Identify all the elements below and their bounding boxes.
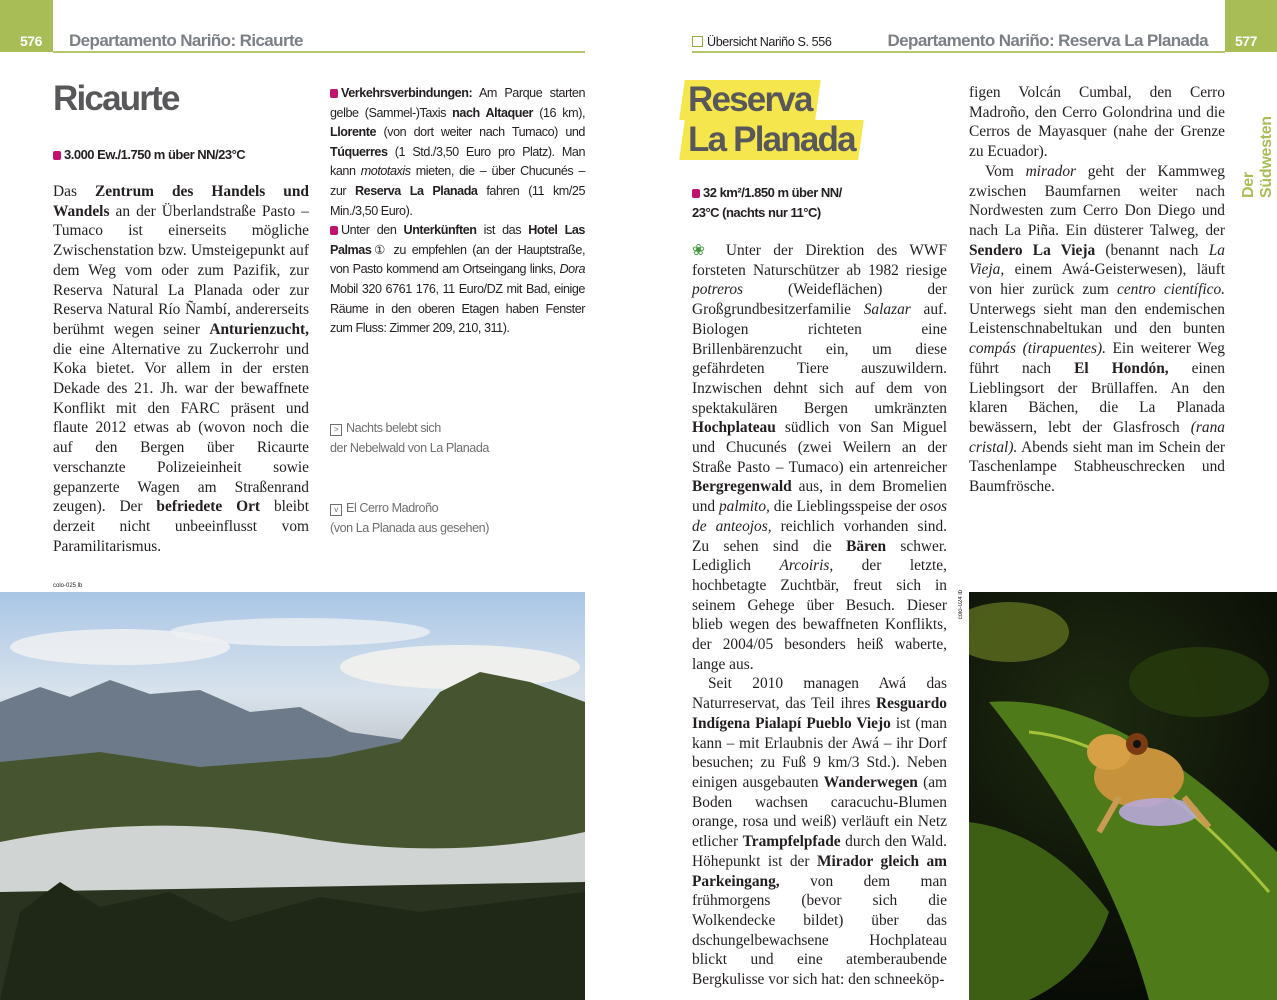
facts-text: 23°C (nachts nur 11°C) <box>692 205 821 220</box>
paragraph <box>330 221 585 339</box>
bullet-square-icon <box>692 189 700 198</box>
text-segment: compás (tirapuentes). <box>969 340 1106 358</box>
text-segment: Hotel Las Palmas <box>330 223 585 257</box>
bullet-square-icon <box>330 226 338 235</box>
cross-reference-text: Übersicht Nariño S. 556 <box>707 35 832 49</box>
text-segment: palmito, <box>718 498 770 516</box>
paragraph <box>969 83 1225 162</box>
paragraph <box>692 674 947 989</box>
text-segment: einem Awá-Geisterwesen), läuft von hier zurück zum <box>969 261 1225 299</box>
text-segment: ① zu empfehlen (an der Hauptstraße, von Pasto kommend am Ortseingang links, <box>330 242 585 277</box>
title-line: La Planada <box>688 120 855 159</box>
page-number: 576 <box>20 33 42 49</box>
facts-line <box>53 145 245 165</box>
text-segment: Dora <box>559 262 585 277</box>
title-line: Reserva <box>688 80 812 119</box>
photo-caption-1 <box>330 418 580 458</box>
landscape-illustration <box>0 592 585 1000</box>
text-segment: (am Boden wachsen caracuchu-Blumen orange, rosa und weiß) verläuft ein Netz etlicher <box>692 773 947 851</box>
text-segment: Bären <box>846 537 887 555</box>
header-rule <box>692 51 1225 53</box>
text-segment: befriedete Ort <box>156 498 261 516</box>
text-segment: Unter den <box>341 223 404 238</box>
text-segment: bleibt derzeit nicht unbeeinflusst vom Paramilitarismus. <box>53 498 309 555</box>
title-highlight <box>679 120 863 160</box>
text-segment: Anturienzucht, <box>209 320 309 338</box>
text-segment: der letzte, hochbetagte Zuchtbär, freut sich in seinem Gehege über Besuch. Dieser blieb wegen des bewaffneten Konflikts, der 2004/05 besonders heiß waberte, lange aus. <box>692 557 947 673</box>
text-segment: Abends sieht man im Schein der Taschenlampe Stabheuschrecken und Baumfrösche. <box>969 438 1225 496</box>
text-segment: Wanderwegen <box>823 773 918 791</box>
text-segment: Sendero La Vieja <box>969 241 1096 259</box>
text-segment: (16 km), <box>533 105 585 120</box>
text-segment: mieten, die – über Chucunés – zur <box>330 164 585 198</box>
article-body <box>53 182 309 556</box>
paragraph <box>330 84 585 221</box>
text-segment: mirador <box>1025 162 1077 180</box>
frog-photo <box>969 592 1277 1000</box>
text-segment: Arcoiris, <box>779 557 834 575</box>
text-segment: Unter der Direktion des WWF forsteten Naturschützer ab 1982 riesige <box>692 242 947 279</box>
page-number-tab-left <box>0 0 53 52</box>
caption-text: Nachts belebt sich <box>346 421 441 435</box>
text-segment: ist das <box>476 223 529 238</box>
text-segment: Ein weiterer Weg führt nach <box>969 340 1226 377</box>
caret-right-icon: > <box>330 424 342 436</box>
caption-text: El Cerro Madroño <box>346 501 439 515</box>
photo-credit: colo-025 lb <box>53 583 83 589</box>
text-segment: fahren (11 km/25 Min./3,50 Euro). <box>330 183 585 218</box>
caption-text: (von La Planada aus gesehen) <box>330 521 489 535</box>
text-segment: Verkehrsverbindungen: <box>341 86 473 100</box>
text-segment: Túquerres <box>330 144 388 159</box>
nature-reserve-icon: ❀ <box>692 242 726 259</box>
text-segment: Salazar <box>863 301 911 319</box>
text-segment: centro científico. <box>1116 281 1225 299</box>
frog-illustration <box>969 592 1277 1000</box>
text-segment: Am Parque starten gelbe (Sammel-)Taxis <box>330 86 585 120</box>
text-segment: mototaxis <box>360 164 411 179</box>
paragraph <box>692 241 947 674</box>
info-box <box>330 84 585 339</box>
text-segment: Reserva La Planada <box>355 183 478 198</box>
text-segment: reichlich vorhanden sind. Zu sehen sind die <box>692 517 947 555</box>
text-segment: auf. Biologen richteten eine Brillenbärenzucht ein, um diese gefährdeten Tiere auszuwildern. Inzwischen dehnt sich auf dem von spektakulären Bergen umkränzten <box>692 301 947 417</box>
text-segment: Vom <box>985 162 1026 180</box>
text-segment: Das <box>53 183 95 200</box>
text-segment: an der Überlandstraße Pasto – Tumaco ist einerseits mögliche Zwischenstation bzw. Umsteigepunkt auf dem Weg vom oder zum Pazifik, zur Reserva Natural La Planada oder zur Reserva Natural Río Ñambí, andererseits berühmt wegen seiner <box>53 202 309 338</box>
checkbox-square-icon <box>692 36 703 47</box>
article-body-col2 <box>969 83 1225 497</box>
running-head: Departamento Nariño: Reserva La Planada <box>887 31 1208 50</box>
text-segment: Resguardo Indígena Pialapí Pueblo Viejo <box>692 695 947 732</box>
text-segment: potreros <box>692 281 744 299</box>
photo-caption-2 <box>330 498 580 538</box>
article-body-col1 <box>692 241 947 990</box>
text-segment: nach Altaquer <box>452 105 534 120</box>
caption-text: der Nebelwald von La Planada <box>330 441 489 455</box>
text-segment: La Vieja, <box>969 241 1225 279</box>
bullet-square-icon <box>53 151 61 160</box>
cross-reference[interactable] <box>692 35 832 49</box>
bullet-square-icon <box>330 89 338 98</box>
page-number-tab-right <box>1225 0 1277 52</box>
text-segment: Llorente <box>330 125 377 140</box>
text-segment: durch den Wald. Höhepunkt ist der <box>692 833 947 870</box>
text-segment: (Weideflächen) der Großgrundbesitzerfamilie <box>692 281 947 319</box>
running-head: Departamento Nariño: Ricaurte <box>69 31 303 50</box>
header-rule <box>53 51 585 53</box>
text-segment: Mirador gleich am Parkeingang, <box>692 852 947 890</box>
text-segment: El Hondón, <box>1074 359 1169 377</box>
text-segment: (rana cristal). <box>969 418 1225 456</box>
text-segment: Unterkünften <box>403 223 477 238</box>
text-segment: Trampfelpfade <box>742 833 841 851</box>
paragraph <box>53 182 309 556</box>
caret-down-icon: v <box>330 504 342 516</box>
text-segment: Seit 2010 managen Awá das Naturreservat, das Teil ihres <box>692 675 947 713</box>
facts-line <box>692 183 842 223</box>
text-segment: figen Volcán Cumbal, den Cerro Madroño, den Cerro Golondrina und die Cerros de Mayasquer (nahe der Grenze zu Ecuador). <box>969 84 1225 161</box>
photo-credit: colo-024 lb <box>958 590 964 620</box>
facts-text: 3.000 Ew./1.750 m über NN/23°C <box>64 147 246 162</box>
text-segment: einen Lieblingsort der Brüllaffen. An den klaren Bächen, die La Planada bewässern, lebt der Glasfrosch <box>969 359 1226 436</box>
text-segment: südlich von San Miguel und Chucunés (zwei Weilern an der Straße Pasto – Tumaco) ein artenreicher <box>692 419 947 476</box>
text-segment: die eine Alternative zu Zuckerrohr und Koka bietet. Vor allem in der ersten Dekade des 21. Jh. war der bewaffnete Konflikt mit den FARC präsent und flaute 2012 etwas ab (wovon noch die auf den Bergen über Ricaurte verschanzte Polizeieinheit sowie gepanzerte Wagen am Straßenrand zeugen). Der <box>53 340 309 516</box>
text-segment: Zentrum des Handels und Wandels <box>53 183 309 220</box>
facts-text: 32 km²/1.850 m über NN/ <box>703 185 842 200</box>
page-number: 577 <box>1235 33 1257 49</box>
page-title <box>682 80 861 160</box>
text-segment: (1 Std./3,50 Euro pro Platz). Man kann <box>330 144 585 179</box>
text-segment: von dem man frühmorgens (bevor sich die Wolkendecke bildet) über das dschungelbewachsene Hochplateau blickt und eine atemberaubende Bergkulisse vor sich hat: den schneeköp- <box>692 872 947 989</box>
text-segment: Hochplateau <box>692 419 776 437</box>
page-title: Ricaurte <box>53 79 179 118</box>
text-segment: schwer. Lediglich <box>692 537 947 575</box>
title-highlight <box>679 80 820 120</box>
text-segment: Bergregenwald <box>692 478 792 496</box>
text-segment: geht der Kammweg zwischen Baumfarnen weiter nach Nordwesten zum Cerro Don Diego und nach La Piña. Ein düsterer Talweg, der <box>969 162 1225 239</box>
text-segment: Mobil 320 6761 176, 11 Euro/DZ mit Bad, einige Räume in den oberen Etagen haben Fenster zum Fluss: Zimmer 209, 210, 311). <box>330 281 585 336</box>
text-segment: (von dort weiter nach Tumaco) und <box>376 125 585 140</box>
text-segment: die Lieblingsspeise der <box>769 498 920 516</box>
text-segment: osos de anteojos, <box>692 498 948 535</box>
text-segment: aus, in dem Bromelien und <box>692 478 947 516</box>
text-segment: ist (man kann – mit Erlaubnis der Awá – ihr Dorf besuchen; zu Fuß 9 km/3 Std.). Neben einigen ausgebauten <box>692 714 947 791</box>
landscape-photo <box>0 592 585 1000</box>
text-segment: (benannt nach <box>1095 241 1209 259</box>
text-segment: Unterwegs sieht man den endemischen Leistenschnabeltukan und den bunten <box>969 300 1225 338</box>
paragraph <box>969 162 1225 497</box>
section-tab-label: Der Südwesten <box>1240 116 1275 198</box>
